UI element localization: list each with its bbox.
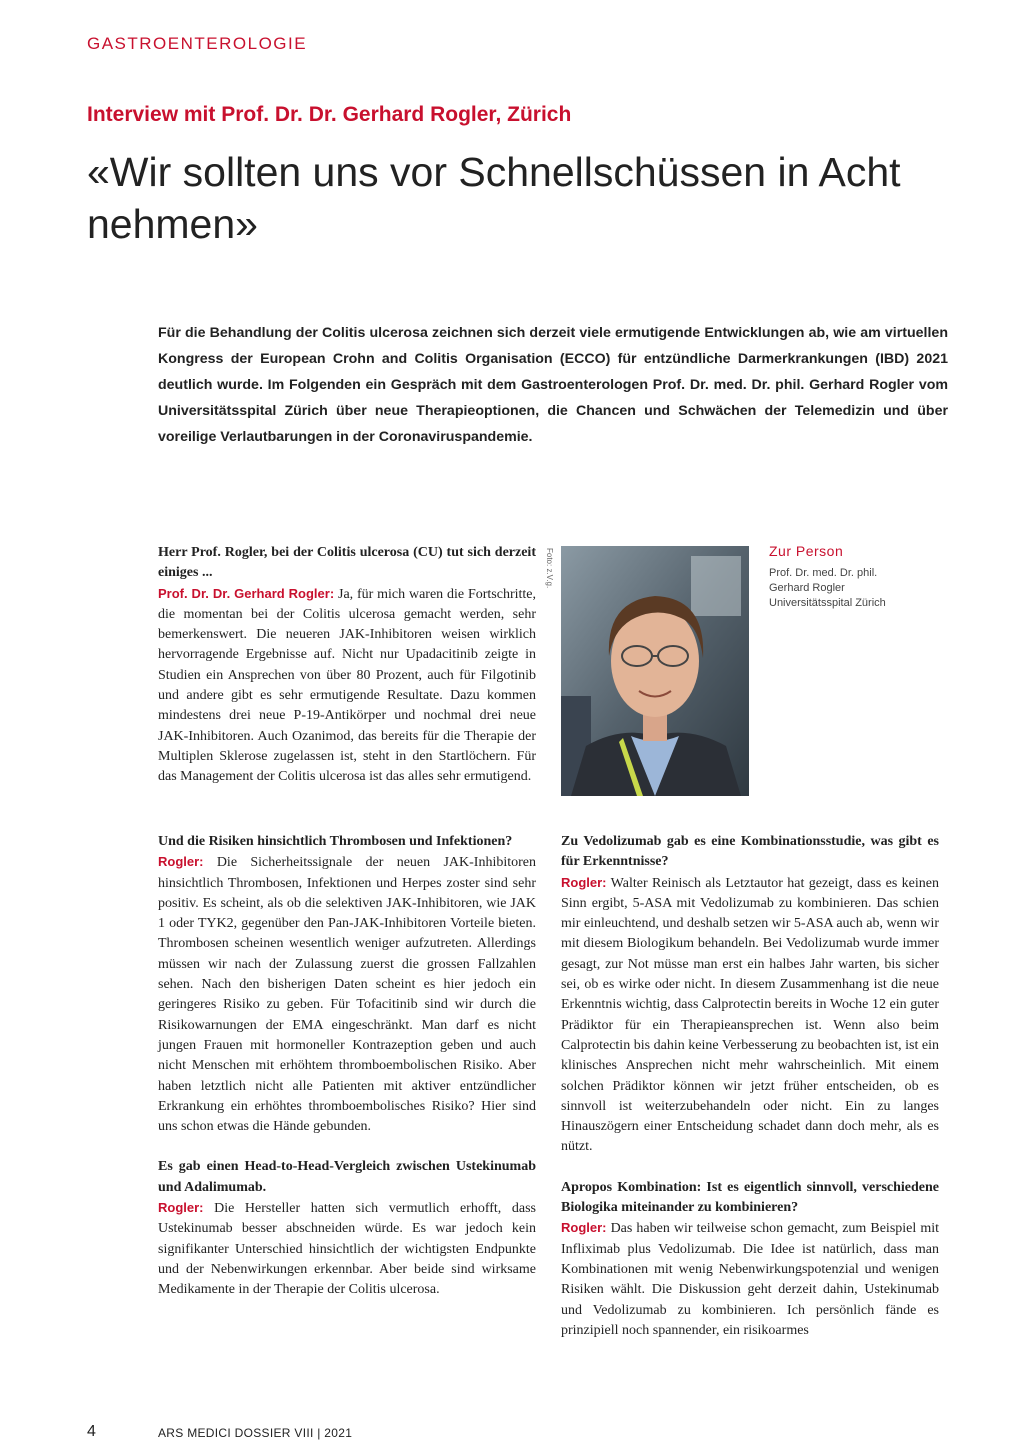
speaker-label: Prof. Dr. Dr. Gerhard Rogler: bbox=[158, 585, 335, 601]
speaker-label: Rogler: bbox=[158, 854, 204, 870]
portrait-photo bbox=[561, 546, 749, 796]
person-box-line: Gerhard Rogler bbox=[769, 582, 845, 594]
interview-kicker: Interview mit Prof. Dr. Dr. Gerhard Rogler, Zürich bbox=[87, 103, 572, 126]
qa-block bbox=[158, 543, 536, 788]
interview-answer: Walter Reinisch als Letztautor hat gezeigt, dass es keinen Sinn ergibt, 5-ASA mit Vedolizumab zu kombinieren. Das schien mir einleuchtend, und deshalb setzen wir 5-ASA auch ab, wenn wir mit diesem Biologikum behandeln. Bei Vedolizumab wurde immer gesagt, zur Not müsse man erst ein halbes Jahr warten, bis sicher sei, ob es wirke oder nicht. In diesem Zusammenhang ist die neue Erkenntnis wichtig, dass Calprotectin bereits in Woche 12 ein guter Prädiktor für ein Therapieansprechen ist. Wenn also beim Calprotectin bis dahin keine Verbesserung zu beobachten ist, ist ein klinisches Ansprechen nicht mehr wahrscheinlich. Mit einem solchen Prädiktor können wir jetzt früher entscheiden, ob es sinnvoll ist weiterzubehandeln oder nicht. Ein zu langes Hinauszögern einer Entscheidung schadet dann doch mehr, als es nützt. bbox=[561, 875, 939, 1155]
column-2 bbox=[561, 832, 939, 1361]
journal-footer: ARS MEDICI DOSSIER VIII | 2021 bbox=[158, 1426, 353, 1440]
section-label: GASTROENTEROLOGIE bbox=[87, 34, 308, 53]
interview-question: Apropos Kombination: Ist es eigentlich sinnvoll, verschiedene Biologika miteinander zu kombinieren? bbox=[561, 1179, 939, 1216]
qa-block bbox=[561, 832, 939, 1158]
qa-block bbox=[158, 1157, 536, 1300]
qa-block bbox=[561, 1178, 939, 1341]
page-title: «Wir sollten uns vor Schnellschüssen in Acht nehmen» bbox=[87, 149, 901, 247]
speaker-label: Rogler: bbox=[561, 1220, 607, 1236]
photo-credit: Foto: z.V.g. bbox=[545, 548, 554, 589]
interview-answer: Die Hersteller hatten sich vermutlich erhofft, dass Ustekinumab besser abschneiden würde. Es war jedoch kein signifikanter Unterschied hinsichtlich der wichtigsten Endpunkte und der Nebenwirkungen erkennbar. Aber beide sind wirksame Medikamente in der Therapie der Colitis ulcerosa. bbox=[158, 1201, 536, 1298]
qa-block bbox=[158, 832, 536, 1137]
interview-question: Es gab einen Head-to-Head-Vergleich zwischen Ustekinumab und Adalimumab. bbox=[158, 1159, 536, 1195]
interview-question: Zu Vedolizumab gab es eine Kombinationsstudie, was gibt es für Erkenntnisse? bbox=[561, 834, 939, 870]
lead-paragraph: Für die Behandlung der Colitis ulcerosa zeichnen sich derzeit viele ermutigende Entwicklungen ab, wie am virtuellen Kongress der European Crohn and Colitis Organisation (ECCO) für entzündliche Darmerkrankungen (IBD) 2021 deutlich wurde. Im Folgenden ein Gespräch mit dem Gastroenterologen Prof. Dr. med. Dr. phil. Gerhard Rogler vom Universitätsspital Zürich über neue Therapieoptionen, die Chancen und Schwächen der Telemedizin und über voreilige Verlautbarungen in der Coronaviruspandemie. bbox=[158, 325, 948, 445]
portrait-image bbox=[561, 546, 749, 796]
interview-question: Herr Prof. Rogler, bei der Colitis ulcerosa (CU) tut sich derzeit einiges ... bbox=[158, 545, 536, 581]
person-box-line: Prof. Dr. med. Dr. phil. bbox=[769, 567, 878, 579]
column-1-top bbox=[158, 543, 536, 808]
column-1-bottom bbox=[158, 832, 536, 1321]
interview-answer: Die Sicherheitssignale der neuen JAK-Inhibitoren hinsichtlich Thrombosen, Infektionen und Herpes zoster sind sehr positiv. Es scheint, als ob die selektiven JAK-Inhibitoren, wie JAK 1 oder TYK2, gegenüber den Pan-JAK-Inhibitoren Vorteile bieten. Thrombosen scheinen wesentlich weniger aufzutreten. Allerdings müssen wir nach der Zulassung zuerst die grossen Fallzahlen sehen. Nach den bisherigen Daten scheint es hier jedoch ein geringeres Risiko zu geben. Für Tofacitinib sind wir durch die Risikowarnungen der EMA eingeschränkt. Man darf es nicht jungen Frauen mit hormoneller Kontrazeption geben und auch nicht Menschen mit erhöhtem thromboembolischen Risiko. Aber haben letztlich nicht alle Patienten mit aktiver entzündlicher Erkrankung ein erhöhtes thromboembolisches Risiko? Hier sind uns schon etwas die Hände gebunden. bbox=[158, 855, 536, 1135]
speaker-label: Rogler: bbox=[561, 874, 607, 890]
interview-answer: Das haben wir teilweise schon gemacht, zum Beispiel mit Infliximab plus Vedolizumab. Die Idee ist natürlich, dass man Kombinationen mit wenig Nebenwirkungspotenzial und wenigen Risiken wählt. Die Diskussion geht derzeit dahin, Ustekinumab und Vedolizumab zu kombinieren. Ich persönlich fände es prinzipiell noch spannender, ein risikoarmes bbox=[561, 1221, 939, 1338]
interview-question: Und die Risiken hinsichtlich Thrombosen und Infektionen? bbox=[158, 834, 513, 849]
page-number: 4 bbox=[87, 1423, 96, 1440]
person-box-line: Universitätsspital Zürich bbox=[769, 597, 886, 609]
speaker-label: Rogler: bbox=[158, 1200, 204, 1216]
interview-answer: Ja, für mich waren die Fortschritte, die momentan bei der Colitis ulcerosa gemacht werden, sehr bemerkenswert. Die neueren JAK-Inhibitoren weisen wirklich hervorragende Ergebnisse auf. Nicht nur Upadacitinib zeigte in Studien ein Ansprechen von über 80 Prozent, auch für Filgotinib und andere gibt es sehr ermutigende Resultate. Dazu kommen mindestens drei neue P-19-Antikörper und nochmal drei neue JAK-Inhibitoren. Auch Ozanimod, das bereits für die Therapie der Multiplen Sklerose zugelassen ist, steht in den Startlöchern. Für das Management der Colitis ulcerosa ist das alles sehr ermutigend. bbox=[158, 586, 536, 785]
person-box-title: Zur Person bbox=[769, 543, 844, 559]
